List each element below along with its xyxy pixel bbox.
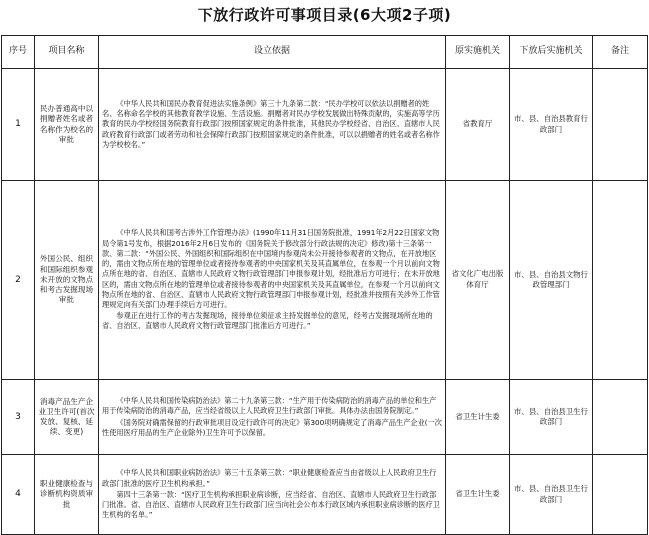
- row-orig-agency: 省文化广电出版体育厅: [446, 181, 510, 380]
- basis-paragraph: 《中华人民共和国传染病防治法》第二十九条第三款：“生产用于传染病防治的消毒产品的单位和生产用于传染病防治的消毒产品，应当经省级以上人民政府卫生行政部门审批。具体办法由国务院制定。”: [102, 396, 437, 416]
- header-lower-agency: 下放后实施机关: [510, 36, 593, 69]
- header-basis: 设立依据: [99, 36, 446, 69]
- row-lower-agency: 市、县、自治县卫生行政部门: [510, 380, 593, 455]
- row-basis: [99, 455, 446, 535]
- row-basis: [99, 181, 446, 380]
- table-row: [2, 69, 648, 181]
- header-no: 序号: [2, 36, 35, 69]
- row-no: 3: [2, 380, 35, 455]
- header-name: 项目名称: [35, 36, 99, 69]
- header-remark: 备注: [593, 36, 648, 69]
- basis-paragraph: 参观正在进行工作的考古发掘现场，接待单位须征求主持发掘单位的意见，经考古发掘现场所在地的省、自治区、直辖市人民政府文物行政管理部门批准后方可进行。”: [102, 311, 433, 331]
- table-row: [2, 181, 648, 380]
- row-orig-agency: 省卫生计生委: [446, 380, 510, 455]
- basis-paragraph: 第四十三条第一款：“医疗卫生机构承担职业病诊断，应当经省、自治区、直辖市人民政府卫生行政部门批准。省、自治区、直辖市人民政府卫生行政部门应当向社会公布本行政区域内承担职业病诊断的医疗卫生机构的名单。”: [102, 489, 440, 520]
- row-no: 2: [2, 181, 35, 380]
- table-row: [2, 380, 648, 455]
- row-item-name: 职业健康检查与诊断机构资质审批: [35, 455, 99, 535]
- row-item-name: 外国公民、组织和国际组织参观未开放的文物点和考古发掘现场审批: [35, 181, 99, 380]
- basis-paragraph: 《中华人民共和国职业病防治法》第三十五条第三款：“职业健康检查应当由省级以上人民政府卫生行政部门批准的医疗卫生机构承担。”: [102, 468, 437, 488]
- row-lower-agency: 市、县、自治县教育行政部门: [510, 69, 593, 181]
- page-title: 下放行政许可事项目录(6大项2子项): [197, 6, 452, 24]
- row-basis: [99, 69, 446, 181]
- table-row: [2, 455, 648, 535]
- row-lower-agency: 市、县、自治县卫生行政部门: [510, 455, 593, 535]
- basis-paragraph: 《国务院对确需保留的行政审批项目设定行政许可的决定》第300项明确规定了消毒产品生产企业(一次性使用医疗用品的生产企业除外)卫生许可予以保留。: [102, 417, 442, 437]
- basis-paragraph: 《中华人民共和国考古涉外工作管理办法》(1990年11月31日国务院批准，1991年2月22日国家文物局令第1号发布，根据2016年2月6日发布的《国务院关于修改部分行政法规的决定》修改)第十三条第一款、第二款：“外国公民、外国组织和国际组织在中国境内参观尚未公开接待参观者的文物点，在开放地区的，需由文物点所在地的管理单位或者接待参观者的中央国家机关及其直属单位，在参观一个月以前向文物点所在地的省、自治区、直辖市人民政府文物行政管理部门申报参观计划，经批准后方可进行；在未开放地区的，需由文物点所在地的管理单位或者接待参观者的中央国家机关及其直属单位，在参观一个月以前向文物点所在地的省、自治区、直辖市人民政府文物行政管理部门申报参观计划，经批准并按照有关涉外工作管理规定向有关部门办理手续后方可进行。: [102, 228, 440, 309]
- permit-items-table: [1, 35, 648, 535]
- table-header-row: [2, 36, 648, 69]
- row-remark: [593, 380, 648, 455]
- row-remark: [593, 181, 648, 380]
- row-item-name: 民办普通高中以捐赠者姓名或者名称作为校名的审批: [35, 69, 99, 181]
- row-remark: [593, 455, 648, 535]
- row-lower-agency: 市、县、自治县文物行政管理部门: [510, 181, 593, 380]
- basis-paragraph: 《中华人民共和国民办教育促进法实施条例》第三十九条第二款：“民办学校可以依法以捐赠者的姓名、名称命名学校的其他教育教学设施、生活设施。捐赠者对民办学校发展做出特殊贡献的，实施高等学历教育的民办学校经国务院教育行政部门按照国家规定的条件批准，其他民办学校经省、自治区、直辖市人民政府教育行政部门或者劳动和社会保障行政部门按照国家规定的条件批准，可以以捐赠者的姓名或者名称作为学校校名。”: [102, 98, 440, 149]
- row-orig-agency: 省教育厅: [446, 69, 510, 181]
- row-orig-agency: 省卫生计生委: [446, 455, 510, 535]
- row-remark: [593, 69, 648, 181]
- row-no: 4: [2, 455, 35, 535]
- header-orig-agency: 原实施机关: [446, 36, 510, 69]
- row-item-name: 消毒产品生产企业卫生许可(首次发放、复核、延续、变更): [35, 380, 99, 455]
- row-basis: [99, 380, 446, 455]
- row-no: 1: [2, 69, 35, 181]
